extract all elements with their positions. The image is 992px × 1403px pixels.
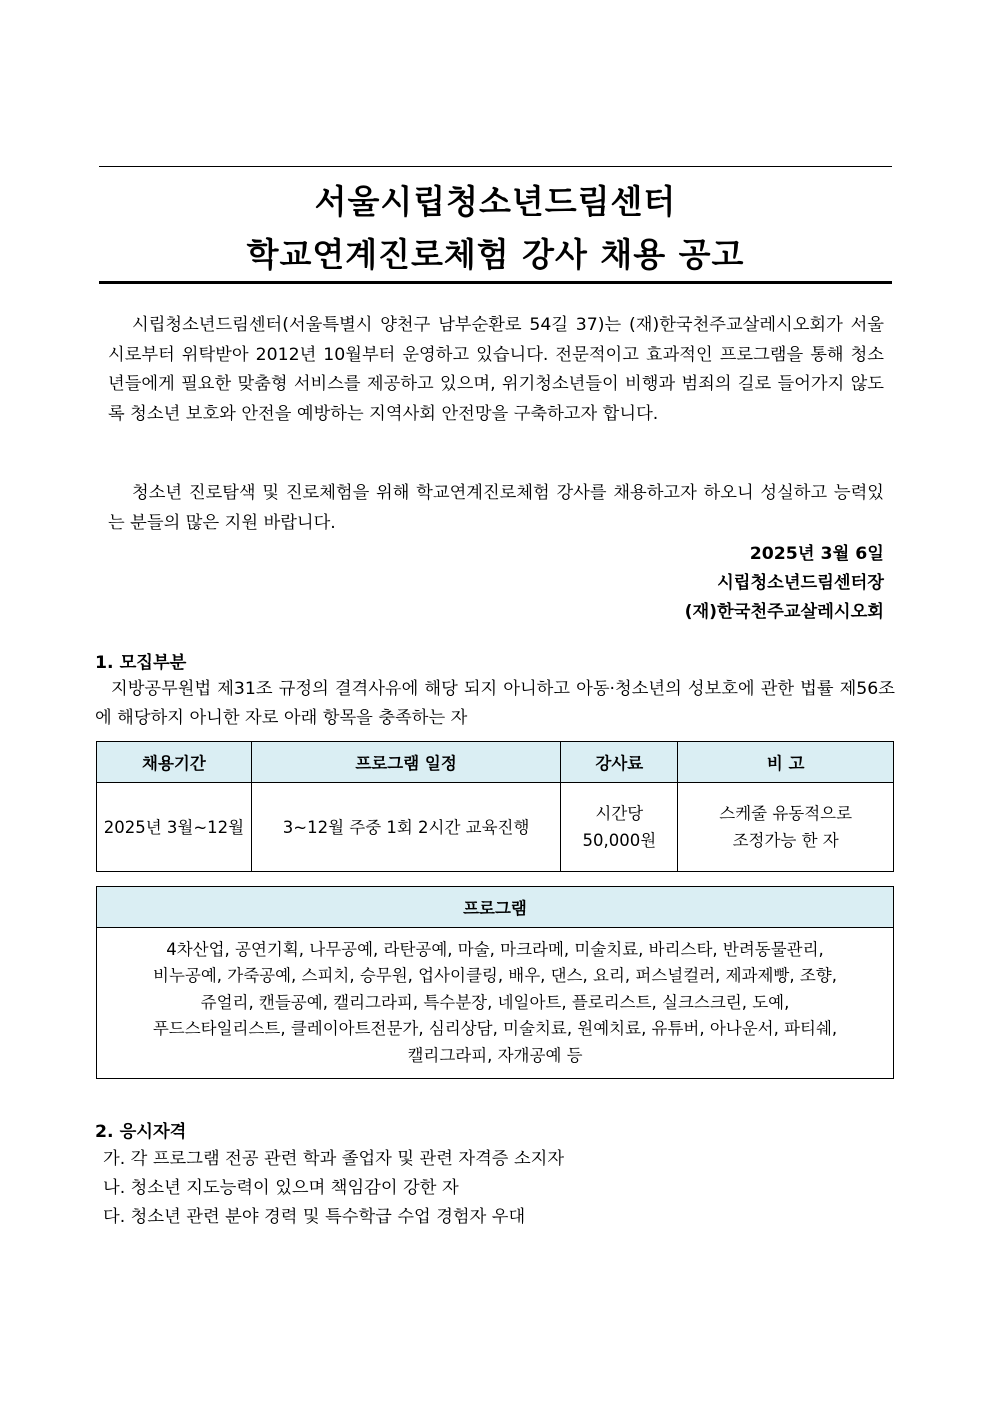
- section1-heading: 1. 모집부분: [95, 653, 187, 673]
- intro-paragraph-2-text: 청소년 진로탐색 및 진로체험을 위해 학교연계진로체험 강사를 채용하고자 하오니 성실하고 능력있는 분들의 많은 지원 바랍니다.: [108, 483, 884, 533]
- program-table-header: 프로그램: [97, 887, 894, 928]
- table-row: [97, 783, 894, 872]
- organization-name: (재)한국천주교살레시오회: [684, 602, 884, 622]
- recruitment-table-header-row: [97, 742, 894, 783]
- intro-paragraph-1: [108, 311, 884, 429]
- cell-fee: [561, 783, 678, 872]
- document-title-line1: 서울시립청소년드림센터: [314, 182, 677, 221]
- list-item: 가. 각 프로그램 전공 관련 학과 졸업자 및 관련 자격증 소지자: [103, 1149, 565, 1169]
- program-line: 캘리그라피, 자개공예 등: [407, 1045, 583, 1065]
- program-table: [96, 886, 894, 1079]
- intro-paragraph-1-text: 시립청소년드림센터(서울특별시 양천구 남부순환로 54길 37)는 (재)한국천주교살레시오회가 서울시로부터 위탁받아 2012년 10월부터 운영하고 있습니다. 전문적이고 효과적인 프로그램을 통해 청소년들에게 필요한 맞춤형 서비스를 제공하고 있으며, 위기청소년들이 비행과 범죄의 길로 들어가지 않도록 청소년 보호와 안전을 예방하는 지역사회 안전망을 구축하고자 합니다.: [108, 315, 884, 424]
- header-period: 채용기간: [97, 742, 252, 783]
- announcement-date: 2025년 3월 6일: [749, 544, 884, 564]
- header-schedule: 프로그램 일정: [251, 742, 561, 783]
- fee-line1: 시간당: [595, 804, 644, 823]
- qualification-list: [103, 1145, 564, 1232]
- program-line: 쥬얼리, 캔들공예, 캘리그라피, 특수분장, 네일아트, 플로리스트, 실크스크린, 도예,: [200, 992, 790, 1012]
- note-line2: 조정가능 한 자: [732, 831, 839, 850]
- list-item: 나. 청소년 지도능력이 있으며 책임감이 강한 자: [103, 1178, 459, 1198]
- section2-heading: 2. 응시자격: [95, 1122, 187, 1142]
- header-note: 비 고: [678, 742, 894, 783]
- program-line: 비누공예, 가죽공예, 스피치, 승무원, 업사이클링, 배우, 댄스, 요리, 퍼스널컬러, 제과제빵, 조향,: [153, 966, 837, 986]
- program-line: 4차산업, 공연기획, 나무공예, 라탄공예, 마술, 마크라메, 미술치료, 바리스타, 반려동물관리,: [166, 939, 824, 959]
- note-line1: 스케줄 유동적으로: [719, 804, 853, 823]
- section1-description-text: 지방공무원법 제31조 규정의 결격사유에 해당 되지 아니하고 아동·청소년의 성보호에 관한 법률 제56조에 해당하지 아니한 자로 아래 항목을 충족하는 자: [95, 679, 895, 728]
- intro-paragraph-2: [108, 479, 884, 538]
- center-head: 시립청소년드림센터장: [717, 573, 884, 593]
- header-fee: 강사료: [561, 742, 678, 783]
- title-bottom-rule: [99, 281, 892, 284]
- section1-description: [95, 675, 895, 733]
- cell-schedule: 3~12월 주중 1회 2시간 교육진행: [251, 783, 561, 872]
- program-line: 푸드스타일리스트, 클레이아트전문가, 심리상담, 미술치료, 원예치료, 유튜버, 아나운서, 파티쉐,: [152, 1019, 838, 1039]
- document-title-line2: 학교연계진로체험 강사 채용 공고: [246, 235, 745, 274]
- cell-note: [678, 783, 894, 872]
- list-item: 다. 청소년 관련 분야 경력 및 특수학급 수업 경험자 우대: [103, 1207, 526, 1227]
- cell-period: 2025년 3월~12월: [97, 783, 252, 872]
- recruitment-table: [96, 741, 894, 872]
- program-list-cell: [97, 928, 894, 1079]
- title-top-rule: [99, 166, 892, 167]
- fee-line2: 50,000원: [582, 831, 657, 850]
